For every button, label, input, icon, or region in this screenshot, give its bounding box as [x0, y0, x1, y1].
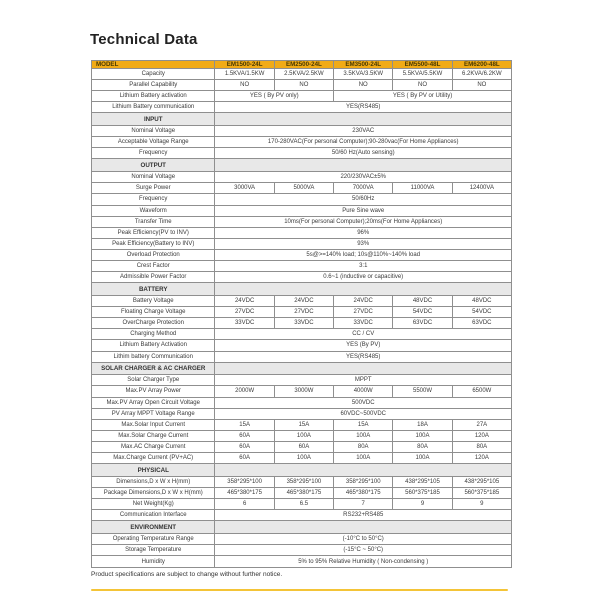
spec-value: 48VDC [393, 295, 452, 306]
spec-value: 24VDC [334, 295, 393, 306]
spec-value: NO [215, 80, 274, 91]
spec-value: 27A [452, 419, 511, 430]
spec-row [92, 375, 512, 386]
spec-row [92, 340, 512, 351]
spec-value: 100A [393, 430, 452, 441]
spec-value: YES ( By PV only) [215, 91, 334, 102]
spec-value: YES(RS485) [215, 351, 512, 362]
spec-value: 465*380*175 [334, 488, 393, 499]
spec-row [92, 329, 512, 340]
spec-label: Max.Solar Charge Current [92, 430, 215, 441]
spec-row [92, 510, 512, 521]
spec-row [92, 102, 512, 113]
spec-label: Transfer Time [92, 216, 215, 227]
section-filler [215, 521, 512, 534]
spec-value: 5% to 95% Relative Humidity ( Non-condensing ) [215, 556, 512, 568]
spec-value: 6500W [452, 386, 511, 397]
spec-row [92, 80, 512, 91]
spec-row [92, 261, 512, 272]
spec-value: (-15°C ~ 50°C) [215, 545, 512, 556]
section-title: ENVIRONMENT [92, 521, 215, 534]
spec-value: 60A [274, 441, 333, 452]
spec-row [92, 534, 512, 545]
spec-value: 120A [452, 453, 511, 464]
spec-row [92, 397, 512, 408]
spec-row [92, 476, 512, 487]
spec-label: Communication Interface [92, 510, 215, 521]
spec-value: 80A [452, 441, 511, 452]
spec-label: Dimensions,D x W x H(mm) [92, 476, 215, 487]
section-filler [215, 283, 512, 296]
spec-value: 48VDC [452, 295, 511, 306]
spec-label: Overload Protection [92, 249, 215, 260]
spec-label: Peak Efficiency(Battery to INV) [92, 238, 215, 249]
spec-value: 120A [452, 430, 511, 441]
section-filler [215, 159, 512, 172]
spec-value: 560*375*185 [452, 488, 511, 499]
spec-value: NO [274, 80, 333, 91]
spec-value: 50/60Hz [215, 194, 512, 205]
spec-value: 50/60 Hz(Auto sensing) [215, 148, 512, 159]
spec-value: 5000VA [274, 183, 333, 194]
spec-value: 0.6~1 (inductive or capacitive) [215, 272, 512, 283]
spec-value: 1.5KVA/1.5KW [215, 69, 274, 80]
section-title: INPUT [92, 113, 215, 126]
spec-value: YES ( By PV or Utility) [334, 91, 512, 102]
spec-value: 560*375*185 [393, 488, 452, 499]
spec-label: Crest Factor [92, 261, 215, 272]
spec-label: Nominal Voltage [92, 172, 215, 183]
spec-value: 3:1 [215, 261, 512, 272]
spec-row [92, 318, 512, 329]
spec-value: 11000VA [393, 183, 452, 194]
spec-value: 170-280VAC(For personal Computer);90-280vac(For Home Appliances) [215, 137, 512, 148]
spec-value: 27VDC [334, 307, 393, 318]
spec-value: 63VDC [393, 318, 452, 329]
spec-label: Frequency [92, 194, 215, 205]
spec-row [92, 238, 512, 249]
spec-row [92, 126, 512, 137]
spec-value: 15A [334, 419, 393, 430]
spec-value: 54VDC [452, 307, 511, 318]
spec-value: 33VDC [215, 318, 274, 329]
spec-value: 3000W [274, 386, 333, 397]
spec-value: 80A [393, 441, 452, 452]
spec-value: CC / CV [215, 329, 512, 340]
spec-value: RS232+RS485 [215, 510, 512, 521]
spec-label: Storage Temperature [92, 545, 215, 556]
spec-label: Battery Voltage [92, 295, 215, 306]
spec-row [92, 227, 512, 238]
spec-value: 465*380*175 [215, 488, 274, 499]
spec-label: Lithium Battery communication [92, 102, 215, 113]
spec-value: 60VDC~500VDC [215, 408, 512, 419]
spec-value: 27VDC [215, 307, 274, 318]
spec-value: 6 [215, 499, 274, 510]
section-title: PHYSICAL [92, 464, 215, 477]
spec-value: 7 [334, 499, 393, 510]
section-header-row [92, 283, 512, 296]
spec-value: 4000W [334, 386, 393, 397]
spec-row [92, 307, 512, 318]
spec-label: Max.Charge Current (PV+AC) [92, 453, 215, 464]
spec-value: 27VDC [274, 307, 333, 318]
spec-label: Frequency [92, 148, 215, 159]
spec-value: 7000VA [334, 183, 393, 194]
spec-label: PV Array MPPT Voltage Range [92, 408, 215, 419]
section-filler [215, 464, 512, 477]
section-header-row [92, 362, 512, 375]
model-column-label: MODEL [92, 61, 215, 69]
spec-value: 96% [215, 227, 512, 238]
spec-value: 15A [215, 419, 274, 430]
spec-value: 358*295*100 [274, 476, 333, 487]
model-header-row [92, 61, 512, 69]
spec-label: Max.Solar Input Current [92, 419, 215, 430]
spec-value: 100A [393, 453, 452, 464]
spec-value: 438*295*105 [452, 476, 511, 487]
spec-row [92, 272, 512, 283]
spec-label: OverCharge Protection [92, 318, 215, 329]
spec-value: 5.5KVA/5.5KW [393, 69, 452, 80]
spec-value: 100A [334, 430, 393, 441]
spec-label: Solar Charger Type [92, 375, 215, 386]
spec-value: 5500W [393, 386, 452, 397]
spec-row [92, 545, 512, 556]
spec-value: YES(RS485) [215, 102, 512, 113]
spec-label: Capacity [92, 69, 215, 80]
section-title: BATTERY [92, 283, 215, 296]
spec-value: 358*295*100 [334, 476, 393, 487]
spec-value: 465*380*175 [274, 488, 333, 499]
spec-value: 2.5KVA/2.5KW [274, 69, 333, 80]
spec-value: 6.5 [274, 499, 333, 510]
spec-value: 9 [393, 499, 452, 510]
spec-row [92, 91, 512, 102]
spec-value: NO [393, 80, 452, 91]
spec-row [92, 488, 512, 499]
spec-value: 12400VA [452, 183, 511, 194]
spec-label: Lithium Battery activation [92, 91, 215, 102]
spec-label: Peak Efficiency(PV to INV) [92, 227, 215, 238]
spec-value: 24VDC [215, 295, 274, 306]
spec-label: Floating Charge Voltage [92, 307, 215, 318]
spec-value: 358*295*100 [215, 476, 274, 487]
section-header-row [92, 113, 512, 126]
spec-value: 63VDC [452, 318, 511, 329]
spec-value: NO [452, 80, 511, 91]
spec-value: 93% [215, 238, 512, 249]
section-header-row [92, 521, 512, 534]
model-name-EM3500-24L: EM3500-24L [334, 61, 393, 69]
spec-value: 33VDC [334, 318, 393, 329]
spec-row [92, 351, 512, 362]
spec-row [92, 183, 512, 194]
spec-label: Admissible Power Factor [92, 272, 215, 283]
model-name-EM1500-24L: EM1500-24L [215, 61, 274, 69]
spec-row [92, 69, 512, 80]
spec-value: 60A [215, 430, 274, 441]
spec-row [92, 430, 512, 441]
spec-label: Operating Temperature Range [92, 534, 215, 545]
accent-divider-line [91, 589, 508, 591]
spec-value: 500VDC [215, 397, 512, 408]
spec-label: Net Weight(Kg) [92, 499, 215, 510]
section-header-row [92, 159, 512, 172]
spec-label: Max.PV Array Open Circuit Voltage [92, 397, 215, 408]
section-title: OUTPUT [92, 159, 215, 172]
spec-value: 6.2KVA/6.2KW [452, 69, 511, 80]
spec-row [92, 453, 512, 464]
spec-value: 60A [215, 441, 274, 452]
spec-row [92, 172, 512, 183]
spec-label: Lithium Battery Activation [92, 340, 215, 351]
spec-value: 15A [274, 419, 333, 430]
spec-label: Surge Power [92, 183, 215, 194]
spec-value: 3.5KVA/3.5KW [334, 69, 393, 80]
spec-value: NO [334, 80, 393, 91]
spec-value: 18A [393, 419, 452, 430]
spec-value: Pure Sine wave [215, 205, 512, 216]
spec-row [92, 408, 512, 419]
model-name-EM6200-48L: EM6200-48L [452, 61, 511, 69]
spec-value: 5s@>=140% load; 10s@110%~140% load [215, 249, 512, 260]
spec-row [92, 148, 512, 159]
section-header-row [92, 464, 512, 477]
spec-label: Max.PV Array Power [92, 386, 215, 397]
spec-row [92, 205, 512, 216]
spec-value: YES (By PV) [215, 340, 512, 351]
spec-row [92, 137, 512, 148]
spec-value: 100A [274, 453, 333, 464]
spec-row [92, 194, 512, 205]
spec-label: Nominal Voltage [92, 126, 215, 137]
spec-value: 33VDC [274, 318, 333, 329]
spec-label: Max.AC Charge Current [92, 441, 215, 452]
spec-value: (-10°C to 50°C) [215, 534, 512, 545]
spec-row [92, 386, 512, 397]
page-title: Technical Data [90, 31, 198, 48]
spec-label: Waveform [92, 205, 215, 216]
section-filler [215, 113, 512, 126]
spec-value: MPPT [215, 375, 512, 386]
spec-label: Lithim battery Communication [92, 351, 215, 362]
spec-value: 100A [274, 430, 333, 441]
model-name-EM2500-24L: EM2500-24L [274, 61, 333, 69]
spec-value: 10ms(For personal Computer);20ms(For Home Appliances) [215, 216, 512, 227]
spec-label: Package Dimensions,D x W x H(mm) [92, 488, 215, 499]
spec-value: 438*295*105 [393, 476, 452, 487]
spec-row [92, 216, 512, 227]
spec-row [92, 556, 512, 568]
spec-value: 100A [334, 453, 393, 464]
spec-row [92, 249, 512, 260]
spec-value: 60A [215, 453, 274, 464]
spec-value: 230VAC [215, 126, 512, 137]
spec-value: 9 [452, 499, 511, 510]
spec-value: 54VDC [393, 307, 452, 318]
spec-value: 220/230VAC±5% [215, 172, 512, 183]
spec-value: 3000VA [215, 183, 274, 194]
spec-label: Charging Method [92, 329, 215, 340]
section-title: SOLAR CHARGER & AC CHARGER [92, 362, 215, 375]
technical-data-table [91, 60, 512, 568]
spec-row [92, 499, 512, 510]
section-filler [215, 362, 512, 375]
spec-row [92, 295, 512, 306]
spec-label: Acceptable Voltage Range [92, 137, 215, 148]
spec-label: Humidity [92, 556, 215, 568]
spec-value: 24VDC [274, 295, 333, 306]
footnote: Product specifications are subject to change without further notice. [91, 571, 283, 578]
spec-label: Parallel Capability [92, 80, 215, 91]
model-name-EM5500-48L: EM5500-48L [393, 61, 452, 69]
spec-row [92, 419, 512, 430]
spec-row [92, 441, 512, 452]
spec-value: 80A [334, 441, 393, 452]
spec-value: 2000W [215, 386, 274, 397]
